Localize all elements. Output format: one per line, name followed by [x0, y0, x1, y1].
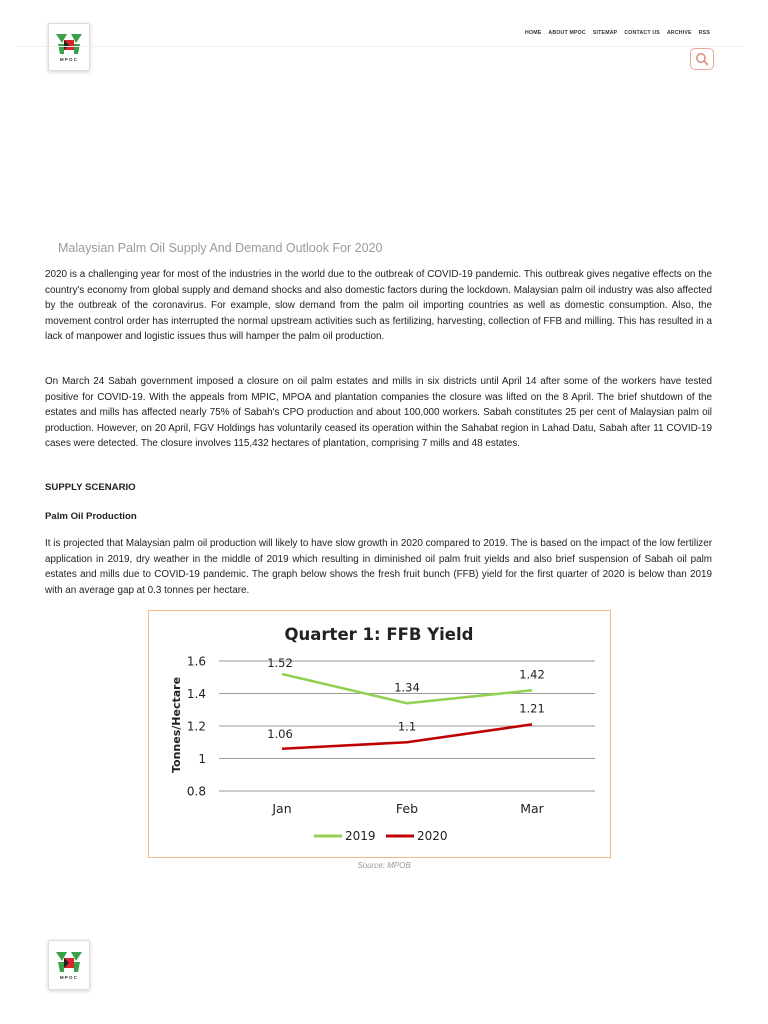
- chart-y-ticks: [187, 655, 206, 799]
- legend-label-2019: 2019: [345, 829, 376, 843]
- chart-source: Source: MPOB: [357, 861, 411, 870]
- chart-legend: [314, 829, 448, 843]
- y-tick-label: 1.4: [186, 687, 206, 701]
- mpoc-logo-footer[interactable]: [48, 940, 90, 990]
- chart-svg: [149, 611, 610, 857]
- logo-text: MPOC: [59, 57, 79, 62]
- chart-y-axis-label: Tonnes/Hectare: [170, 676, 183, 774]
- search-icon: [695, 52, 709, 66]
- paragraph-production: It is projected that Malaysian palm oil production will likely to have slow growth in 2020 compared to 2019. The is based on the impact of the low fertilizer application in 2019, dry weather in the middle of 2019 which resulting in diminished oil palm fruit yields and also brief suspension of Sabah oil palm estates and mills due to COVID-19 pandemic. The graph below shows the fresh fruit bunch (FFB) yield for the first quarter of 2020 is below than 2019 with an average gap at 0.3 tonnes per hectare.: [45, 538, 712, 596]
- x-tick-label: Jan: [272, 801, 292, 816]
- ffb-yield-chart: [148, 610, 611, 858]
- x-tick-label: Mar: [520, 801, 544, 816]
- page-title: Malaysian Palm Oil Supply And Demand Outlook For 2020: [58, 241, 383, 255]
- logo-text-footer: MPOC: [59, 975, 79, 980]
- paragraph-intro: 2020 is a challenging year for most of the industries in the world due to the outbreak of COVID-19 pandemic. This outbreak gives negative effects on the country's economy from global supply and demand shocks and also domestic factors during the lockdown. Malaysian palm oil industry was also affected by the outbreak of the coronavirus. For example, slow demand from the palm oil importing countries as well as domestic consumption. Also, the movement control order has interrupted the normal upstream activities such as fertilizing, harvesting, collection of FFB and milling. This has resulted in a lack of manpower and logistic issues thus will hamper the palm oil production.: [45, 269, 712, 343]
- mpoc-logo[interactable]: [48, 23, 90, 71]
- search-button[interactable]: [690, 48, 714, 70]
- chart-x-ticks: [271, 801, 544, 816]
- data-label: 1.42: [519, 667, 545, 682]
- palm-logo-icon: [54, 32, 84, 56]
- header-divider: [16, 46, 744, 47]
- y-tick-label: 1.2: [186, 719, 206, 734]
- top-nav: [525, 30, 710, 36]
- nav-archive[interactable]: ARCHIVE: [666, 30, 692, 36]
- chart-title: Quarter 1: FFB Yield: [284, 625, 474, 644]
- data-label: 1.52: [267, 656, 293, 670]
- subheading: Palm Oil Production: [45, 511, 137, 522]
- data-label: 1.34: [394, 680, 420, 695]
- data-label: 1.21: [519, 701, 545, 716]
- palm-logo-icon: [54, 950, 84, 974]
- nav-about-mpoc[interactable]: ABOUT MPOC: [548, 30, 586, 36]
- legend-label-2020: 2020: [417, 829, 448, 843]
- y-tick-label: 0.8: [186, 784, 206, 799]
- y-tick-label: 1.6: [186, 654, 206, 669]
- nav-home[interactable]: HOME: [525, 30, 542, 36]
- y-tick-label: 1: [198, 752, 206, 766]
- nav-sitemap[interactable]: SITEMAP: [592, 30, 618, 36]
- nav-rss[interactable]: RSS: [698, 30, 710, 36]
- x-tick-label: Feb: [395, 801, 419, 816]
- section-heading: SUPPLY SCENARIO: [45, 482, 136, 493]
- data-label: 1.1: [397, 719, 417, 734]
- nav-contact-us[interactable]: CONTACT US: [624, 30, 660, 36]
- paragraph-sabah: On March 24 Sabah government imposed a closure on oil palm estates and mills in six districts until April 14 after some of the workers have tested positive for COVID-19. With the appeals from MPIC, MPOA and plantation companies the closure was lifted on the 8 April. The brief shutdown of the estates and mills has affected nearly 75% of Sabah's CPO production and about 100,000 workers. Sabah constitutes 25 per cent of Malaysian palm oil production. However, on 20 April, FGV Holdings has voluntarily ceased its operation within the Sahabat region in Lahad Datu, Sabah after 11 COVID-19 cases were detected. The closure involves 115,432 hectares of plantation, comprising 7 mills and 48 estates.: [45, 376, 712, 450]
- data-label: 1.06: [267, 726, 293, 741]
